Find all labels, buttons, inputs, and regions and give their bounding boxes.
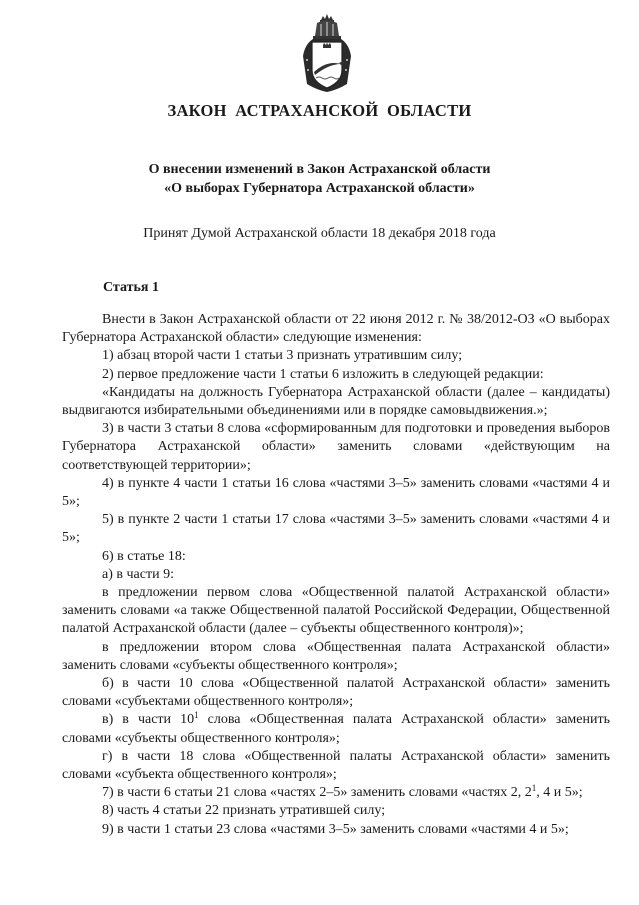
paragraph — [62, 711, 610, 747]
superscript: 1 — [194, 710, 199, 721]
subtitle-line: О внесении изменений в Закон Астраханской области — [148, 162, 491, 177]
law-subtitle — [0, 160, 639, 198]
paragraph-text: в) в части 10 — [102, 712, 195, 728]
paragraph: 4) в пункте 4 части 1 статьи 16 слова «частями 3–5» заменить словами «частями 4 и 5»; — [62, 475, 610, 510]
paragraph: в предложении втором слова «Общественная палата Астраханской области» заменить словами «субъекты общественного контроля»; — [62, 639, 610, 673]
paragraph: 8) часть 4 статьи 22 признать утратившей силу; — [102, 803, 386, 819]
paragraph: а) в части 9: — [102, 566, 174, 582]
paragraph: 5) в пункте 2 части 1 статьи 17 слова «частями 3–5» заменить словами «частями 4 и 5»; — [62, 512, 610, 546]
article-heading: Статья 1 — [103, 280, 159, 295]
paragraph-text: , 4 и 5»; — [536, 785, 583, 801]
paragraph: 3) в части 3 статьи 8 слова «сформированным для подготовки и проведения выборов Губернатора Астраханской области» заменить словами «действующим на соответствующей территории»; — [62, 421, 610, 473]
paragraph — [62, 784, 610, 802]
paragraph-text: слова «Общественная палата Астраханской области» заменить словами «субъекты общественного контроля»; — [62, 712, 610, 746]
paragraph: Внести в Закон Астраханской области от 22 июня 2012 г. № 38/2012-ОЗ «О выборах Губернатора Астраханской области» следующие изменения: — [62, 312, 610, 346]
subtitle-line: «О выборах Губернатора Астраханской области» — [164, 181, 475, 196]
paragraph: 9) в части 1 статьи 23 слова «частями 3–5» заменить словами «частями 4 и 5»; — [102, 821, 569, 837]
paragraph: 6) в статье 18: — [102, 548, 186, 564]
paragraph: в предложении первом слова «Общественной палатой Астраханской области» заменить словами «а также Общественной палатой Российской Федерации, Общественной палатой Астраханской области (далее – субъекты общественного контроля)»; — [62, 585, 610, 637]
superscript: 1 — [531, 783, 537, 794]
article-body — [62, 311, 610, 839]
law-title: ЗАКОН АСТРАХАНСКОЙ ОБЛАСТИ — [167, 101, 472, 120]
paragraph: б) в части 10 слова «Общественной палатой Астраханской области» заменить словами «субъектами общественного контроля»; — [62, 676, 610, 710]
paragraph: 2) первое предложение части 1 статьи 6 изложить в следующей редакции: — [102, 366, 544, 382]
paragraph: 1) абзац второй части 1 статьи 3 признать утратившим силу; — [102, 348, 463, 364]
astrakhan-coat-of-arms-icon — [299, 14, 355, 94]
adoption-date-line: Принят Думой Астраханской области 18 декабря 2018 года — [143, 226, 496, 241]
paragraph-text: 7) в части 6 статьи 21 слова «частях 2–5» заменить словами «частях 2, 2 — [102, 785, 532, 801]
paragraph: «Кандидаты на должность Губернатора Астраханской области (далее – кандидаты) выдвигаются избирательными объединениями или в порядке самовыдвижения.»; — [62, 384, 610, 419]
paragraph: г) в части 18 слова «Общественной палаты Астраханской области» заменить словами «субъекта общественного контроля»; — [62, 748, 610, 783]
